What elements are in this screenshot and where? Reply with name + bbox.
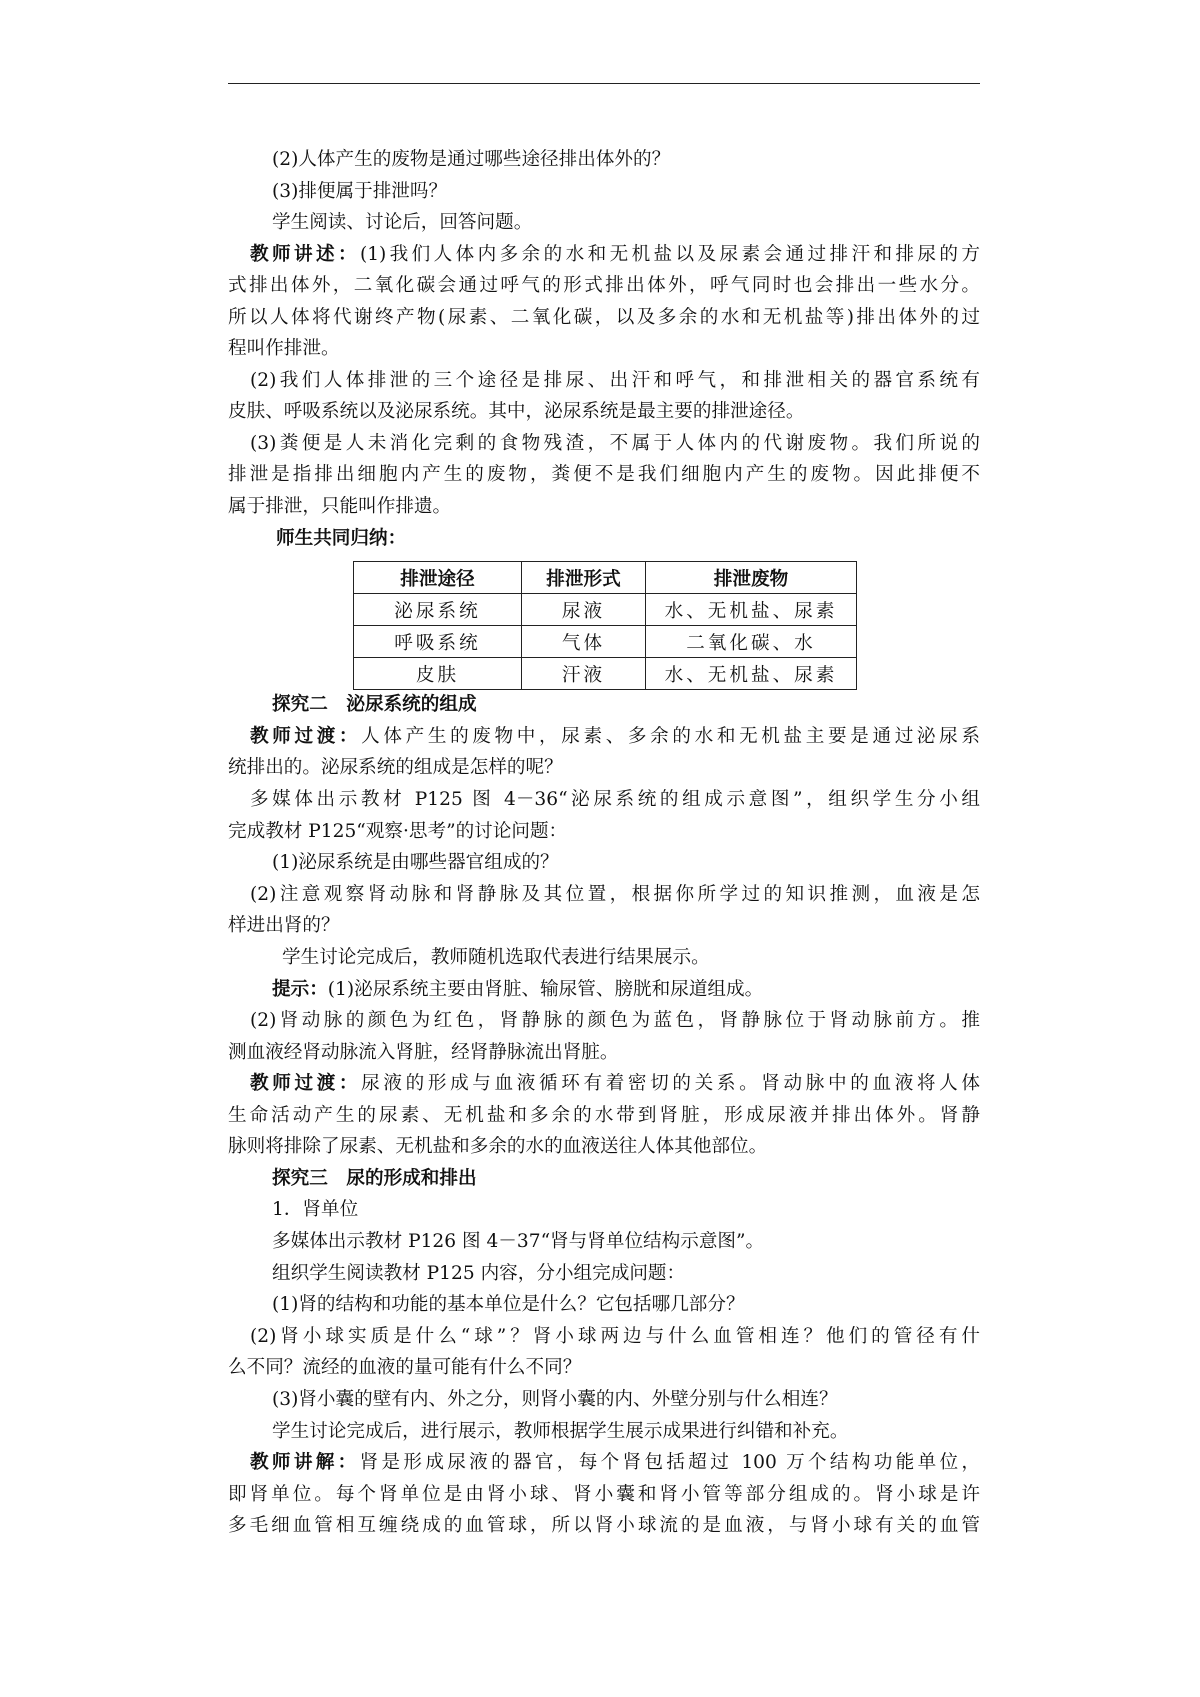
paragraph-line: 多媒体出示教材 P126 图 4－37“肾与肾单位结构示意图”。 — [272, 1231, 765, 1252]
hint-label: 提示： — [272, 979, 328, 1000]
table-header: 排泄形式 — [522, 562, 646, 594]
teacher-explanation-line: 教师讲解：肾是形成尿液的器官，每个肾包括超过 100 万个结构功能单位， — [250, 1452, 980, 1473]
paragraph-line: 组织学生阅读教材 P125 内容，分小组完成问题： — [272, 1263, 686, 1284]
paragraph-line: 统排出的。泌尿系统的组成是怎样的呢？ — [228, 757, 563, 778]
header-rule — [228, 83, 980, 84]
section-heading-3: 探究三 尿的形成和排出 — [272, 1168, 477, 1189]
discussion-question: (2)注意观察肾动脉和肾静脉及其位置，根据你所学过的知识推测，血液是怎 — [250, 884, 980, 905]
paragraph-line: 测血液经肾动脉流入肾脏，经肾静脉流出肾脏。 — [228, 1042, 619, 1063]
paragraph-line: 皮肤、呼吸系统以及泌尿系统。其中，泌尿系统是最主要的排泄途径。 — [228, 401, 805, 422]
paragraph-line: 生命活动产生的尿素、无机盐和多余的水带到肾脏，形成尿液并排出体外。肾静 — [228, 1105, 980, 1126]
paragraph-line: (2)肾动脉的颜色为红色，肾静脉的颜色为蓝色，肾静脉位于肾动脉前方。推 — [250, 1010, 980, 1031]
teacher-narration-line: 教师讲述：(1)我们人体内多余的水和无机盐以及尿素会通过排汗和排尿的方 — [250, 244, 980, 265]
table-header: 排泄废物 — [646, 562, 857, 594]
table-cell: 水、无机盐、尿素 — [646, 594, 857, 626]
table-cell: 尿液 — [522, 594, 646, 626]
paragraph-line: 式排出体外，二氧化碳会通过呼气的形式排出体外，呼气同时也会排出一些水分。 — [228, 275, 980, 296]
subsection-heading: 1．肾单位 — [272, 1199, 359, 1220]
teacher-transition-label: 教师过渡： — [250, 1073, 362, 1094]
table-row — [354, 594, 857, 626]
hint-line: 提示：(1)泌尿系统主要由肾脏、输尿管、膀胱和尿道组成。 — [272, 979, 764, 1000]
summary-table — [353, 561, 857, 690]
paragraph-line: 么不同？流经的血液的量可能有什么不同？ — [228, 1357, 582, 1378]
question-2: (2)人体产生的废物是通过哪些途径排出体外的？ — [272, 149, 671, 170]
paragraph-line: 即肾单位。每个肾单位是由肾小球、肾小囊和肾小管等部分组成的。肾小球是许 — [228, 1484, 980, 1505]
paragraph-line: 脉则将排除了尿素、无机盐和多余的水的血液送往人体其他部位。 — [228, 1136, 768, 1157]
discussion-question: (3)肾小囊的壁有内、外之分，则肾小囊的内、外壁分别与什么相连？ — [272, 1389, 838, 1410]
paragraph-line: 程叫作排泄。 — [228, 338, 340, 359]
table-cell: 水、无机盐、尿素 — [646, 658, 857, 690]
table-row — [354, 626, 857, 658]
teacher-transition-label: 教师过渡： — [250, 726, 362, 747]
discussion-question: (2)肾小球实质是什么“球”？肾小球两边与什么血管相连？他们的管径有什 — [250, 1326, 980, 1347]
table-cell: 泌尿系统 — [354, 594, 522, 626]
paragraph-line: 排泄是指排出细胞内产生的废物，粪便不是我们细胞内产生的废物。因此排便不 — [228, 464, 980, 485]
table-cell: 呼吸系统 — [354, 626, 522, 658]
table-cell: 二氧化碳、水 — [646, 626, 857, 658]
paragraph-line: 学生讨论完成后，进行展示，教师根据学生展示成果进行纠错和补充。 — [272, 1421, 849, 1442]
table-row — [354, 658, 857, 690]
discussion-question: (1)泌尿系统是由哪些器官组成的？ — [272, 852, 559, 873]
teacher-explanation-label: 教师讲解： — [250, 1452, 360, 1473]
summary-heading: 师生共同归纳： — [276, 528, 407, 549]
table-cell: 气体 — [522, 626, 646, 658]
teacher-transition-line: 教师过渡：尿液的形成与血液循环有着密切的关系。肾动脉中的血液将人体 — [250, 1073, 980, 1094]
paragraph-line: 样进出肾的？ — [228, 915, 340, 936]
paragraph-line: 完成教材 P125“观察·思考”的讨论问题： — [228, 821, 568, 842]
table-cell: 皮肤 — [354, 658, 522, 690]
section-heading-2: 探究二 泌尿系统的组成 — [272, 694, 477, 715]
paragraph-line: 所以人体将代谢终产物(尿素、二氧化碳，以及多余的水和无机盐等)排出体外的过 — [228, 307, 980, 328]
table-header-row — [354, 562, 857, 594]
paragraph-line: 属于排泄，只能叫作排遗。 — [228, 496, 452, 517]
discussion-question: (1)肾的结构和功能的基本单位是什么？它包括哪几部分？ — [272, 1294, 745, 1315]
question-3: (3)排便属于排泄吗？ — [272, 181, 448, 202]
paragraph-line: 多毛细血管相互缠绕成的血管球，所以肾小球流的是血液，与肾小球有关的血管 — [228, 1515, 980, 1536]
teacher-transition-line: 教师过渡：人体产生的废物中，尿素、多余的水和无机盐主要是通过泌尿系 — [250, 726, 980, 747]
paragraph-line: 学生讨论完成后，教师随机选取代表进行结果展示。 — [282, 947, 710, 968]
paragraph-line: 学生阅读、讨论后，回答问题。 — [272, 212, 533, 233]
paragraph-line: (2)我们人体排泄的三个途径是排尿、出汗和呼气，和排泄相关的器官系统有 — [250, 370, 980, 391]
teacher-narration-label: 教师讲述： — [250, 244, 360, 265]
table-cell: 汗液 — [522, 658, 646, 690]
paragraph-line: 多媒体出示教材 P125 图 4－36“泌尿系统的组成示意图”，组织学生分小组 — [250, 789, 980, 810]
paragraph-line: (3)粪便是人未消化完剩的食物残渣，不属于人体内的代谢废物。我们所说的 — [250, 433, 980, 454]
table-header: 排泄途径 — [354, 562, 522, 594]
